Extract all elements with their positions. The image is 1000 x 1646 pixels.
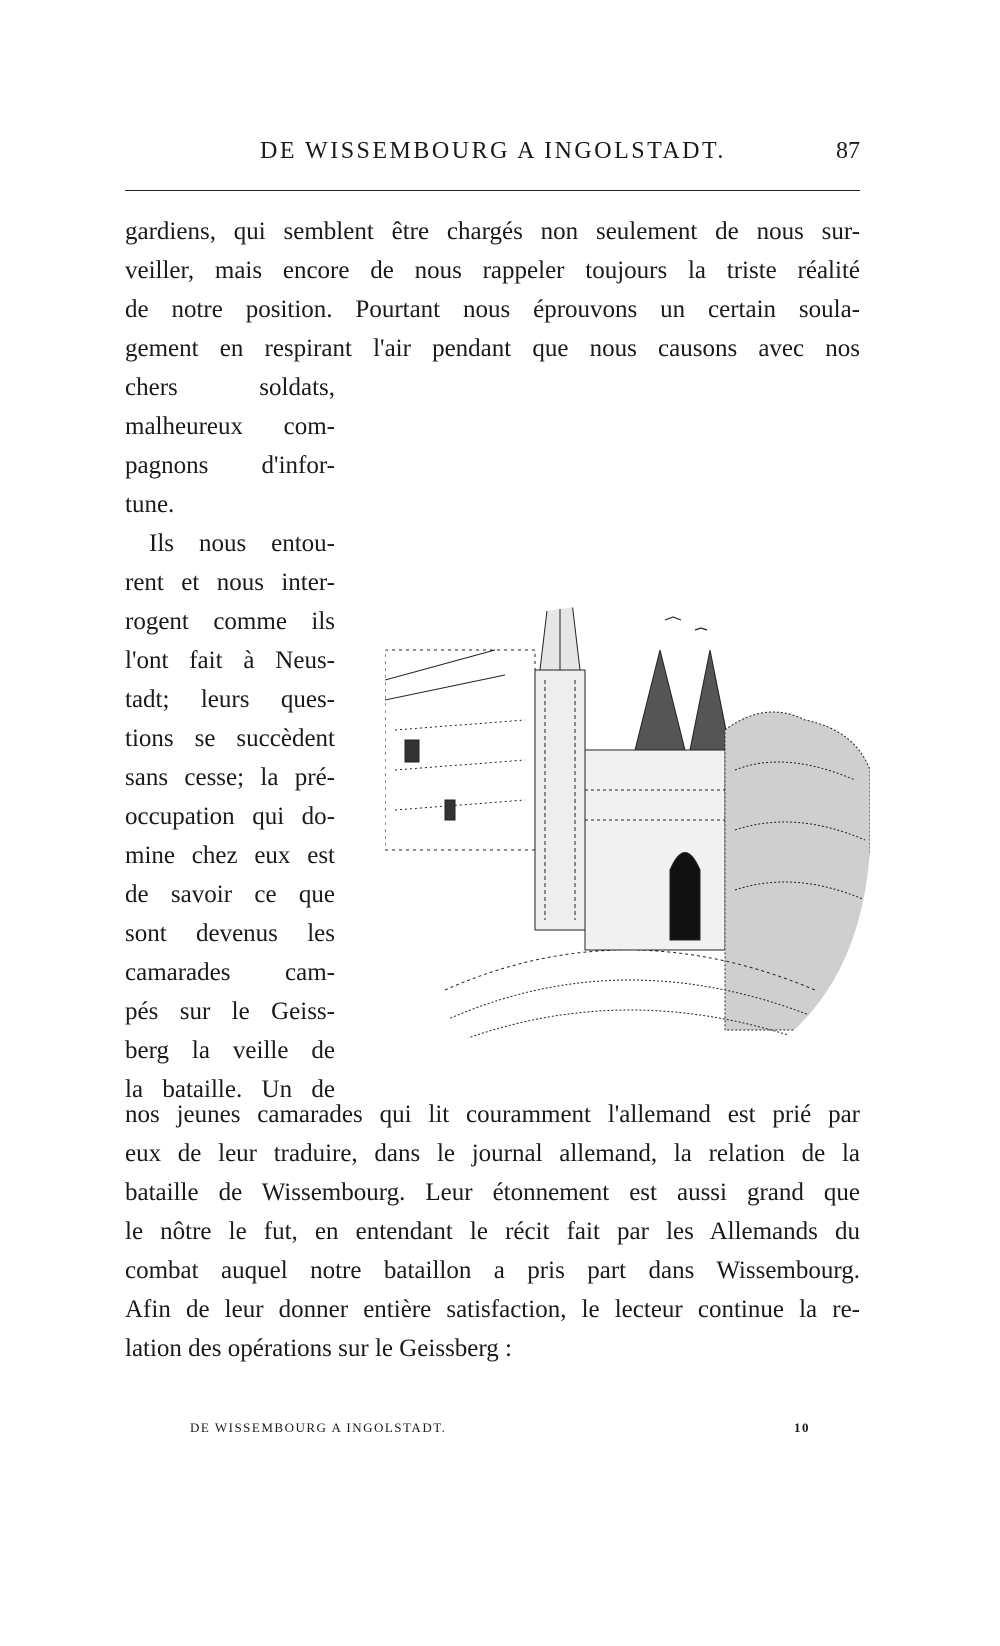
text-line: de savoir ce que	[125, 881, 335, 908]
text-line: chers soldats,	[125, 374, 335, 401]
text-line: gement en respirant l'air pendant que nous causons avec nos	[125, 335, 860, 362]
text-line: bataille de Wissembourg. Leur étonnement est aussi grand que	[125, 1179, 860, 1206]
text-line: nos jeunes camarades qui lit couramment l'allemand est prié par	[125, 1101, 860, 1128]
text-line: rent et nous inter-	[125, 569, 335, 596]
text-line: eux de leur traduire, dans le journal allemand, la relation de la	[125, 1140, 860, 1167]
text-line: combat auquel notre bataillon a pris part dans Wissembourg.	[125, 1257, 860, 1284]
text-line: sans cesse; la pré-	[125, 764, 335, 791]
paragraph-narrow-column	[125, 368, 335, 1109]
church-engraving-icon	[385, 470, 870, 1105]
text-line: veiller, mais encore de nous rappeler toujours la triste réalité	[125, 257, 860, 284]
text-line: mine chez eux est	[125, 842, 335, 869]
text-line: la bataille. Un de	[125, 1076, 335, 1103]
text-line: lation des opérations sur le Geissberg :	[125, 1335, 512, 1362]
text-line: occupation qui do-	[125, 803, 335, 830]
text-line: tadt; leurs ques-	[125, 686, 335, 713]
text-line: Ils nous entou-	[149, 530, 335, 557]
page-header	[125, 132, 860, 172]
text-line: tune.	[125, 491, 175, 518]
text-line: Afin de leur donner entière satisfaction, le lecteur continue la re-	[125, 1296, 860, 1323]
header-rule	[125, 190, 860, 191]
text-line: berg la veille de	[125, 1037, 335, 1064]
text-line: camarades cam-	[125, 959, 335, 986]
text-line: malheureux com-	[125, 413, 335, 440]
text-line: sont devenus les	[125, 920, 335, 947]
signature-title: DE WISSEMBOURG A INGOLSTADT.	[190, 1420, 447, 1435]
text-line: pagnons d'infor-	[125, 452, 335, 479]
text-line: de notre position. Pourtant nous éprouvons un certain soula-	[125, 296, 860, 323]
paragraph-bottom	[125, 1095, 860, 1368]
text-line: pés sur le Geiss-	[125, 998, 335, 1025]
running-title: DE WISSEMBOURG A INGOLSTADT.	[260, 138, 726, 164]
paragraph-top	[125, 212, 860, 368]
signature-number: 10	[794, 1420, 810, 1435]
text-line: l'ont fait à Neus-	[125, 647, 335, 674]
page-number: 87	[836, 138, 860, 164]
text-line: tions se succèdent	[125, 725, 335, 752]
text-line: gardiens, qui semblent être chargés non seulement de nous sur-	[125, 218, 860, 245]
text-line: le nôtre le fut, en entendant le récit fait par les Allemands du	[125, 1218, 860, 1245]
text-line: rogent comme ils	[125, 608, 335, 635]
